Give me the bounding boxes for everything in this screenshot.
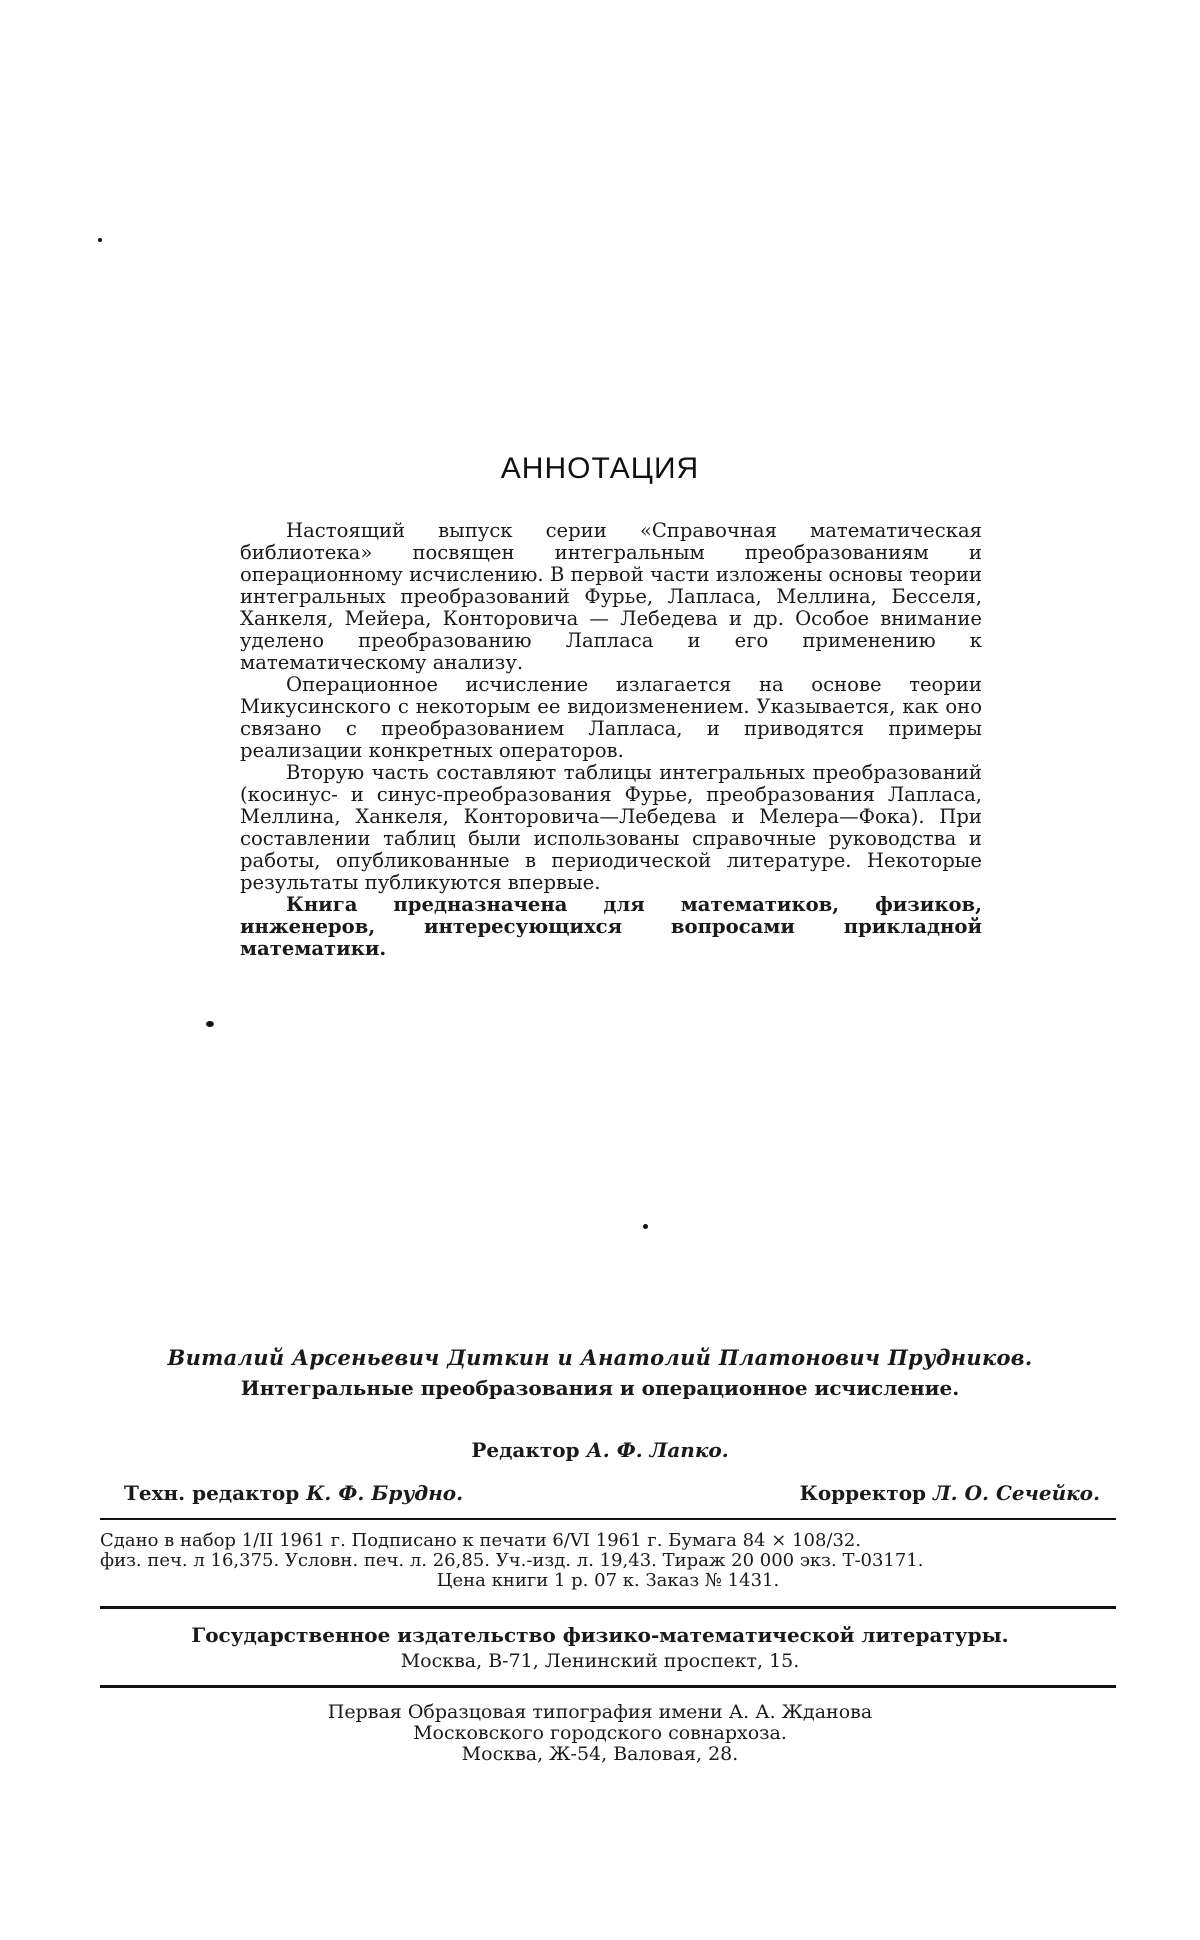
tech-editor-name: К. Ф. Брудно. [306, 1481, 464, 1505]
scan-speck [206, 1021, 214, 1027]
tech-editor [124, 1481, 463, 1505]
imprint-line: физ. печ. л 16,375. Условн. печ. л. 26,85. Уч.-изд. л. 19,43. Тираж 20 000 экз. Т-03171. [100, 1550, 924, 1571]
printer-line: Москва, Ж-54, Валовая, 28. [461, 1743, 739, 1765]
annotation-body [240, 520, 982, 960]
annotation-paragraph: Вторую часть составляют таблицы интегральных преобразований (косинус- и синус-преобразования Фурье, преобразования Лапласа, Меллина, Ханкеля, Конторовича—Лебедева и Мелера—Фока). При составлении таблиц были использованы справочные руководства и работы, опубликованные в периодической литературе. Некоторые результаты публикуются впервые. [240, 761, 982, 894]
book-title-line: Интегральные преобразования и операционное исчисление. [240, 1376, 960, 1400]
annotation-title: АННОТАЦИЯ [500, 452, 700, 485]
editor-line [0, 1438, 1200, 1462]
divider [100, 1518, 1116, 1520]
printer-line: Первая Образцовая типография имени А. А. Жданова [327, 1701, 873, 1723]
scan-speck [98, 238, 102, 242]
divider [100, 1685, 1116, 1688]
annotation-paragraph: Книга предназначена для математиков, физиков, инженеров, интересующихся вопросами прикладной математики. [240, 893, 982, 960]
imprint-block [100, 1531, 1116, 1591]
tech-editor-label: Техн. редактор [124, 1481, 300, 1505]
publisher-name: Государственное издательство физико-математической литературы. [191, 1623, 1009, 1647]
imprint-line: Цена книги 1 р. 07 к. Заказ № 1431. [436, 1570, 780, 1591]
publisher-address: Москва, В-71, Ленинский проспект, 15. [400, 1650, 800, 1672]
editor-name: А. Ф. Лапко. [586, 1438, 729, 1462]
authors-line: Виталий Арсеньевич Диткин и Анатолий Платонович Прудников. [167, 1345, 1033, 1370]
scan-speck [643, 1224, 648, 1229]
printer-block [0, 1702, 1200, 1765]
annotation-paragraph: Настоящий выпуск серии «Справочная математическая библиотека» посвящен интегральным преобразованиям и операционному исчислению. В первой части изложены основы теории интегральных преобразований Фурье, Лапласа, Меллина, Бесселя, Ханкеля, Мейера, Конторовича — Лебедева и др. Особое внимание уделено преобразованию Лапласа и его применению к математическому анализу. [240, 519, 982, 674]
corrector-label: Корректор [799, 1481, 927, 1505]
corrector [800, 1481, 1100, 1505]
printer-line: Московского городского совнархоза. [413, 1722, 787, 1744]
corrector-name: Л. О. Сечейко. [932, 1481, 1100, 1505]
divider [100, 1606, 1116, 1609]
imprint-line: Сдано в набор 1/II 1961 г. Подписано к печати 6/VI 1961 г. Бумага 84 × 108/32. [100, 1530, 862, 1551]
annotation-paragraph: Операционное исчисление излагается на основе теории Микусинского с некоторым ее видоизменением. Указывается, как оно связано с преобразованием Лапласа, и приводятся примеры реализации конкретных операторов. [240, 673, 982, 762]
credits-line [124, 1481, 1100, 1505]
editor-label: Редактор [471, 1438, 580, 1462]
